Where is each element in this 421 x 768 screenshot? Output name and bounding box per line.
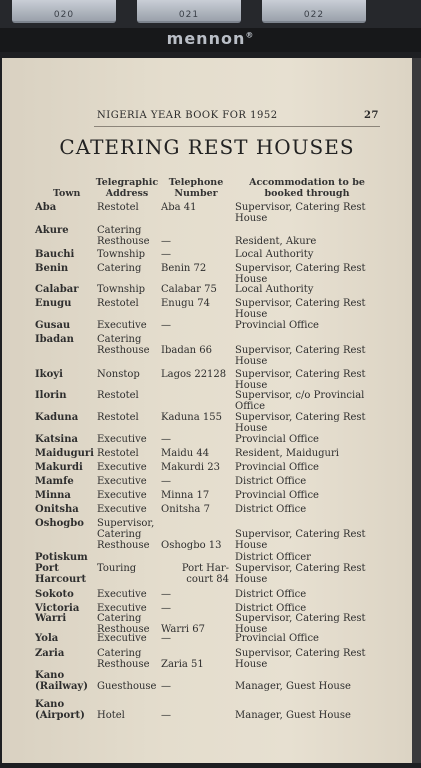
town-cell: Aba <box>35 202 57 213</box>
address-cell: Guesthouse <box>97 681 157 692</box>
address-cell: Executive <box>97 462 147 473</box>
booking-cell: Resident, Akure <box>235 236 317 247</box>
booking-cell: Local Authority <box>235 284 314 295</box>
town-cell: Gusau <box>35 320 71 331</box>
telephone-cell: — <box>161 633 171 644</box>
telephone-cell: — <box>161 434 171 445</box>
telephone-cell: — <box>161 589 171 600</box>
booking-cell: Supervisor, c/o Provincial Office <box>235 390 365 412</box>
booking-cell: District Officer <box>235 552 311 563</box>
town-cell: Onitsha <box>35 504 79 515</box>
town-cell: Enugu <box>35 298 72 309</box>
telephone-cell: — <box>161 681 171 692</box>
running-title: NIGERIA YEAR BOOK FOR 1952 <box>97 110 278 121</box>
address-cell: Township <box>97 249 146 260</box>
town-cell: Ibadan <box>35 334 74 345</box>
town-cell: Minna <box>35 490 71 501</box>
address-cell: Catering Resthouse <box>97 613 150 635</box>
film-frame-thumbnail[interactable] <box>262 0 366 23</box>
address-cell: Executive <box>97 434 147 445</box>
scanner-brand-logo: mennon® <box>166 29 255 48</box>
header-rule <box>94 126 380 127</box>
column-header-town: Town <box>53 188 81 199</box>
booking-cell: Provincial Office <box>235 633 319 644</box>
town-cell: Oshogbo <box>35 518 84 529</box>
telephone-cell: Makurdi 23 <box>161 462 220 473</box>
town-cell: Port Harcourt <box>35 563 87 585</box>
address-cell: Executive <box>97 504 147 515</box>
address-cell: Catering Resthouse <box>97 225 150 247</box>
telephone-cell: Onitsha 7 <box>161 504 210 515</box>
scanner-film-strip <box>0 0 421 30</box>
booking-cell: Supervisor, Catering Rest House <box>235 412 366 434</box>
address-cell: Supervisor, Catering Resthouse <box>97 518 155 551</box>
town-cell: Makurdi <box>35 462 83 473</box>
telephone-cell: — <box>161 476 171 487</box>
town-cell: Maiduguri <box>35 448 94 459</box>
address-cell: Catering Resthouse <box>97 648 150 670</box>
frame-number: 022 <box>303 10 325 20</box>
telephone-cell: Calabar 75 <box>161 284 217 295</box>
address-cell: Executive <box>97 589 147 600</box>
telephone-cell: Port Har- court 84 <box>181 563 229 585</box>
book-spine-shadow <box>412 58 421 763</box>
address-cell: Restotel <box>97 412 139 423</box>
town-cell: Warri <box>35 613 67 624</box>
address-cell: Nonstop <box>97 369 140 380</box>
telephone-cell: — <box>161 236 171 247</box>
town-cell: Kano (Railway) <box>35 670 88 692</box>
telephone-cell: Kaduna 155 <box>161 412 222 423</box>
address-cell: Restotel <box>97 448 139 459</box>
town-cell: Katsina <box>35 434 78 445</box>
town-cell: Mamfe <box>35 476 74 487</box>
booking-cell: District Office <box>235 476 307 487</box>
town-cell: Calabar <box>35 284 79 295</box>
column-header-booking: Accommodation to be booked through <box>249 177 365 199</box>
booking-cell: Manager, Guest House <box>235 710 351 721</box>
address-cell: Catering Resthouse <box>97 334 150 356</box>
booking-cell: District Office <box>235 504 307 515</box>
address-cell: Touring <box>97 563 137 574</box>
booking-cell: Local Authority <box>235 249 314 260</box>
address-cell: Executive <box>97 476 147 487</box>
address-cell: Executive <box>97 603 147 614</box>
address-cell: Restotel <box>97 202 139 213</box>
town-cell: Potiskum <box>35 552 88 563</box>
booking-cell: Provincial Office <box>235 320 319 331</box>
telephone-cell: Oshogbo 13 <box>161 540 222 551</box>
booking-cell: Supervisor, Catering Rest House <box>235 529 366 551</box>
town-cell: Ikoyi <box>35 369 63 380</box>
address-cell: Hotel <box>97 710 125 721</box>
telephone-cell: Maidu 44 <box>161 448 210 459</box>
telephone-cell <box>161 390 229 401</box>
address-cell: Executive <box>97 320 147 331</box>
town-cell: Sokoto <box>35 589 74 600</box>
address-cell: Executive <box>97 633 147 644</box>
booking-cell: Supervisor, Catering Rest House <box>235 345 366 367</box>
booking-cell: Manager, Guest House <box>235 681 351 692</box>
telephone-cell: — <box>161 710 171 721</box>
column-header-address: Telegraphic Address <box>95 177 159 199</box>
column-header-telephone: Telephone Number <box>168 177 224 199</box>
telephone-cell: Zaria 51 <box>161 659 204 670</box>
town-cell: Kano (Airport) <box>35 699 85 721</box>
town-cell: Ilorin <box>35 390 67 401</box>
booking-cell: Provincial Office <box>235 434 319 445</box>
booking-cell: Supervisor, Catering Rest House <box>235 563 366 585</box>
booking-cell: Supervisor, Catering Rest House <box>235 298 366 320</box>
address-cell: Township <box>97 284 146 295</box>
telephone-cell: Ibadan 66 <box>161 345 213 356</box>
film-frame-thumbnail[interactable] <box>137 0 241 23</box>
telephone-cell: Minna 17 <box>161 490 210 501</box>
frame-number: 020 <box>53 10 75 20</box>
telephone-cell: Warri 67 <box>161 624 206 635</box>
town-cell: Victoria <box>35 603 80 614</box>
booking-cell: Supervisor, Catering Rest House <box>235 648 366 670</box>
telephone-cell: — <box>161 249 171 260</box>
telephone-cell: — <box>161 603 171 614</box>
town-cell: Benin <box>35 263 69 274</box>
address-cell: Executive <box>97 490 147 501</box>
booking-cell: District Office <box>235 589 307 600</box>
page-title: CATERING REST HOUSES <box>59 135 355 159</box>
town-cell: Bauchi <box>35 249 75 260</box>
town-cell: Kaduna <box>35 412 79 423</box>
page-number: 27 <box>364 110 379 121</box>
frame-number: 021 <box>178 10 200 20</box>
booking-cell: Provincial Office <box>235 462 319 473</box>
booking-cell: Provincial Office <box>235 490 319 501</box>
booking-cell: District Office <box>235 603 307 614</box>
address-cell: Restotel <box>97 390 139 401</box>
booking-cell: Supervisor, Catering Rest House <box>235 369 366 391</box>
film-frame-thumbnail[interactable] <box>12 0 116 23</box>
address-cell: Catering <box>97 263 142 274</box>
telephone-cell: — <box>161 320 171 331</box>
town-cell: Zaria <box>35 648 65 659</box>
booking-cell: Supervisor, Catering Rest House <box>235 263 366 285</box>
booking-cell: Resident, Maiduguri <box>235 448 339 459</box>
telephone-cell <box>161 552 229 563</box>
book-page <box>2 58 412 763</box>
telephone-cell: Lagos 22128 <box>161 369 227 380</box>
telephone-cell: Benin 72 <box>161 263 207 274</box>
telephone-cell: Enugu 74 <box>161 298 210 309</box>
booking-cell: Supervisor, Catering Rest House <box>235 202 366 224</box>
telephone-cell: Aba 41 <box>161 202 197 213</box>
address-cell <box>97 552 159 563</box>
address-cell: Restotel <box>97 298 139 309</box>
town-cell: Yola <box>35 633 59 644</box>
town-cell: Akure <box>35 225 69 236</box>
booking-cell: Supervisor, Catering Rest House <box>235 613 366 635</box>
